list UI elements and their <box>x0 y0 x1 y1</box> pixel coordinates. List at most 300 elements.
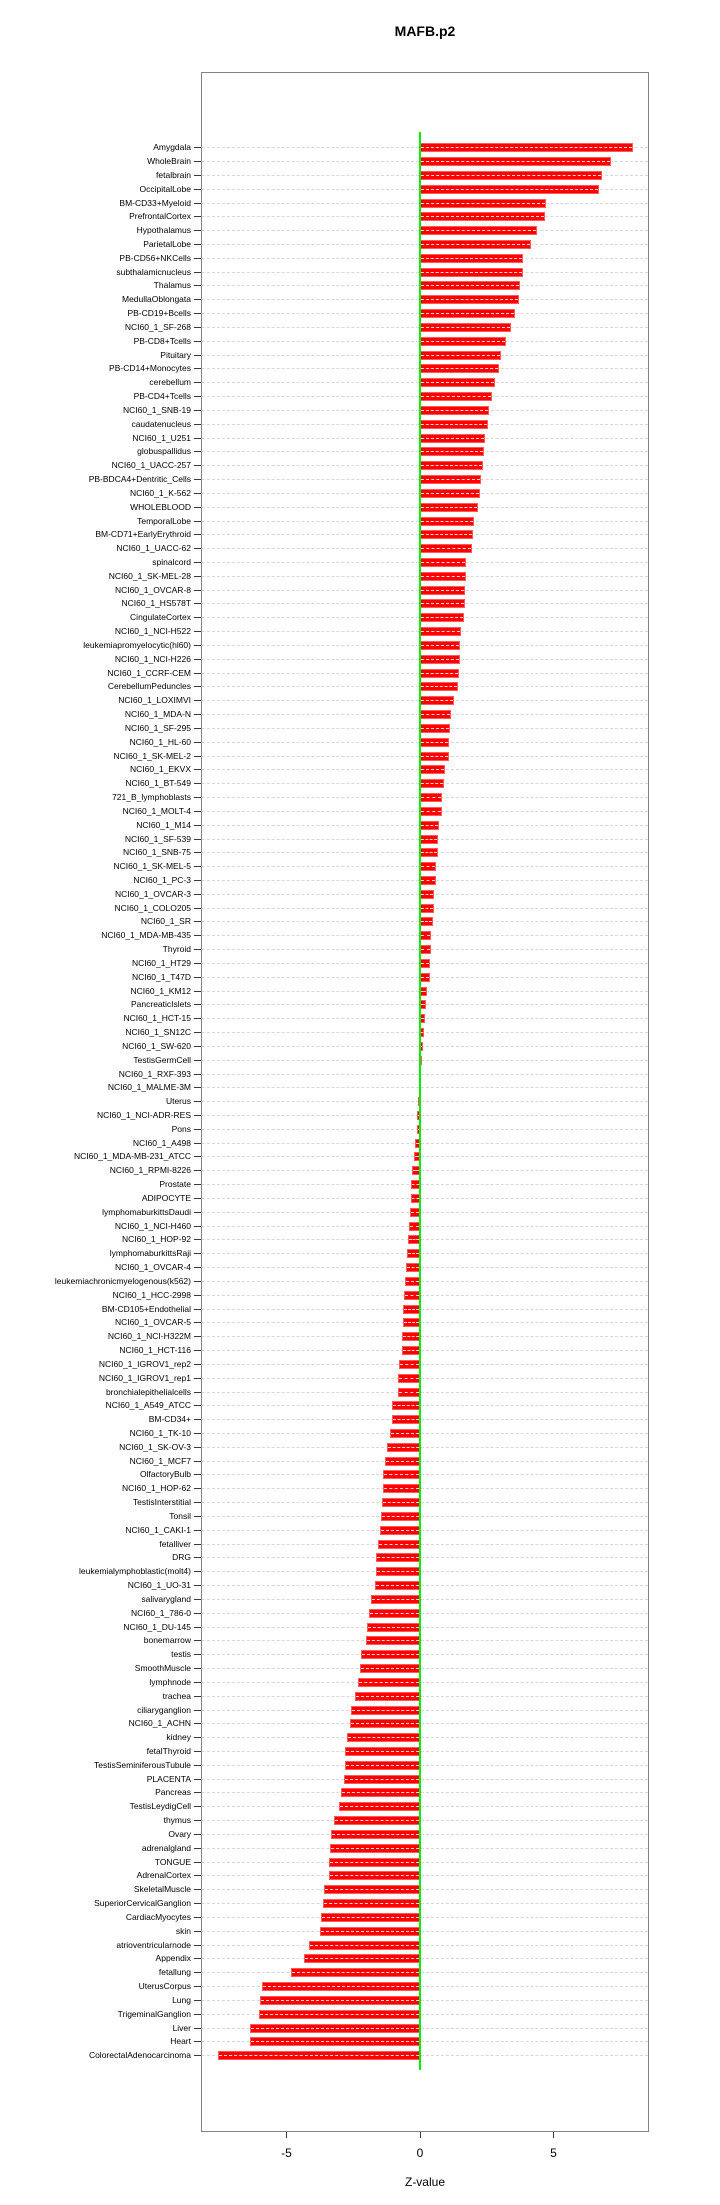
category-label: Liver <box>172 2022 191 2033</box>
category-axis-tick <box>194 880 201 881</box>
bar-inner-dash <box>421 216 544 217</box>
bar <box>329 1871 420 1880</box>
bar <box>420 185 599 194</box>
bar-inner-dash <box>388 1447 419 1448</box>
bar <box>420 475 481 484</box>
category-axis-tick <box>194 700 201 701</box>
bar-inner-dash <box>421 783 443 784</box>
bar <box>420 544 472 553</box>
bar <box>420 447 484 456</box>
bar <box>402 1346 420 1355</box>
category-label: TONGUE <box>154 1856 191 1867</box>
bar-inner-dash <box>381 1530 419 1531</box>
category-axis-tick <box>194 1751 201 1752</box>
bar <box>385 1457 420 1466</box>
category-label: NCI60_1_MDA-MB-231_ATCC <box>74 1151 191 1162</box>
category-label: adrenalgland <box>141 1842 191 1853</box>
bar-inner-dash <box>362 1654 419 1655</box>
bar <box>420 627 461 636</box>
row-gridline <box>202 1115 648 1116</box>
category-label: fetalThyroid <box>146 1746 191 1757</box>
category-axis-tick <box>194 299 201 300</box>
bar-inner-dash <box>421 327 510 328</box>
row-gridline <box>202 1129 648 1130</box>
bar <box>420 931 431 940</box>
bar-inner-dash <box>421 479 480 480</box>
bar <box>323 1899 420 1908</box>
category-label: NCI60_1_MALME-3M <box>107 1082 191 1093</box>
bar <box>381 1512 420 1521</box>
category-axis-tick <box>194 1239 201 1240</box>
bar-inner-dash <box>292 1972 419 1973</box>
bar-inner-dash <box>377 1557 419 1558</box>
bar <box>420 876 436 885</box>
bar-inner-dash <box>421 1032 423 1033</box>
category-label: WholeBrain <box>147 156 191 167</box>
category-label: bronchialepithelialcells <box>105 1386 191 1397</box>
bar <box>382 1498 420 1507</box>
bar <box>406 1263 420 1272</box>
category-axis-tick <box>194 1032 201 1033</box>
category-axis-tick <box>194 1350 201 1351</box>
bar <box>420 420 488 429</box>
category-axis-tick <box>194 908 201 909</box>
bar <box>420 793 442 802</box>
bar-inner-dash <box>384 1474 419 1475</box>
category-label: NCI60_1_SNB-19 <box>122 404 191 415</box>
bar-inner-dash <box>421 908 433 909</box>
category-label: NCI60_1_MDA-N <box>124 709 191 720</box>
category-axis-tick <box>194 839 201 840</box>
category-label: PB-CD8+Tcells <box>133 335 191 346</box>
category-axis-tick <box>194 1046 201 1047</box>
category-label: BM-CD105+Endothelial <box>101 1303 191 1314</box>
category-axis-tick <box>194 1419 201 1420</box>
category-axis-tick <box>194 1198 201 1199</box>
bar <box>420 724 450 733</box>
bar <box>420 281 520 290</box>
category-axis-tick <box>194 2041 201 2042</box>
category-axis-tick <box>194 1226 201 1227</box>
x-axis-tick <box>420 2132 421 2138</box>
row-gridline <box>202 1806 648 1807</box>
bar <box>361 1650 420 1659</box>
row-gridline <box>202 1461 648 1462</box>
category-axis-tick <box>194 2055 201 2056</box>
category-label: NCI60_1_HL-60 <box>129 736 191 747</box>
bar <box>309 1941 420 1950</box>
bar-inner-dash <box>421 396 491 397</box>
bar-inner-dash <box>421 175 601 176</box>
category-axis-tick <box>194 507 201 508</box>
category-axis-tick <box>194 1488 201 1489</box>
row-gridline <box>202 1101 648 1102</box>
category-label: NCI60_1_ACHN <box>128 1718 191 1729</box>
row-gridline <box>202 1156 648 1157</box>
category-axis-tick <box>194 1060 201 1061</box>
bar-inner-dash <box>421 659 459 660</box>
category-label: leukemiapromyelocytic(hl60) <box>83 639 191 650</box>
bar-inner-dash <box>421 382 494 383</box>
category-axis-tick <box>194 1392 201 1393</box>
bar-inner-dash <box>348 1737 419 1738</box>
bar <box>367 1623 420 1632</box>
category-label: Pancreas <box>155 1787 191 1798</box>
category-axis-tick <box>194 659 201 660</box>
category-label: NCI60_1_MDA-MB-435 <box>101 930 191 941</box>
row-gridline <box>202 1433 648 1434</box>
bar <box>420 157 611 166</box>
category-label: globuspallidus <box>137 446 191 457</box>
bar-inner-dash <box>421 1004 425 1005</box>
bar-inner-dash <box>421 438 484 439</box>
bar-inner-dash <box>370 1613 419 1614</box>
category-label: fetalbrain <box>156 169 191 180</box>
bar-inner-dash <box>421 203 545 204</box>
category-label: lymphomaburkittsDaudi <box>102 1206 191 1217</box>
category-label: NCI60_1_SF-539 <box>124 833 191 844</box>
category-axis-tick <box>194 2000 201 2001</box>
category-label: PancreaticIslets <box>131 999 191 1010</box>
category-axis-tick <box>194 894 201 895</box>
bar <box>420 295 519 304</box>
row-gridline <box>202 1958 648 1959</box>
category-axis-tick <box>194 451 201 452</box>
row-gridline <box>202 1599 648 1600</box>
bar-inner-dash <box>342 1792 419 1793</box>
bar <box>330 1844 420 1853</box>
category-label: NCI60_1_RPMI-8226 <box>109 1165 191 1176</box>
category-label: testis <box>171 1649 191 1660</box>
category-axis-tick <box>194 548 201 549</box>
bar-inner-dash <box>421 645 459 646</box>
category-label: NCI60_1_LOXIMVI <box>118 695 191 706</box>
row-gridline <box>202 1295 648 1296</box>
bar-inner-dash <box>263 1986 419 1987</box>
bar <box>403 1318 420 1327</box>
bar <box>378 1540 420 1549</box>
bar-inner-dash <box>330 1862 419 1863</box>
bar-inner-dash <box>421 493 479 494</box>
category-axis-tick <box>194 977 201 978</box>
category-label: NCI60_1_TK-10 <box>129 1428 191 1439</box>
category-label: fetallung <box>158 1967 191 1978</box>
bar <box>420 434 485 443</box>
bar <box>420 558 466 567</box>
category-axis-tick <box>194 1654 201 1655</box>
category-axis-tick <box>194 1862 201 1863</box>
category-axis-tick <box>194 424 201 425</box>
bar <box>387 1443 420 1452</box>
row-gridline <box>202 1239 648 1240</box>
row-gridline <box>202 1571 648 1572</box>
category-axis-tick <box>194 825 201 826</box>
category-label: NCI60_1_SK-OV-3 <box>119 1441 191 1452</box>
bar <box>347 1733 420 1742</box>
category-axis-tick <box>194 963 201 964</box>
bar-inner-dash <box>412 1198 419 1199</box>
bar <box>420 821 439 830</box>
bar <box>420 268 523 277</box>
bar-inner-dash <box>421 285 519 286</box>
category-axis-tick <box>194 1336 201 1337</box>
bar-inner-dash <box>219 2055 419 2056</box>
category-axis-tick <box>194 1875 201 1876</box>
bar <box>250 2024 420 2033</box>
category-axis-tick <box>194 1156 201 1157</box>
row-gridline <box>202 1336 648 1337</box>
category-label: skin <box>175 1925 191 1936</box>
category-label: DRG <box>172 1552 191 1563</box>
category-axis-tick <box>194 1281 201 1282</box>
category-axis-tick <box>194 1599 201 1600</box>
bar-inner-dash <box>386 1461 419 1462</box>
bar <box>420 779 444 788</box>
bar <box>331 1830 420 1839</box>
bar-inner-dash <box>404 1309 419 1310</box>
row-gridline <box>202 1668 648 1669</box>
bar-inner-dash <box>421 368 498 369</box>
bar <box>420 945 431 954</box>
category-axis-tick <box>194 2028 201 2029</box>
category-label: NCI60_1_HT29 <box>131 957 191 968</box>
bar-inner-dash <box>421 728 449 729</box>
bar <box>334 1816 420 1825</box>
bar-inner-dash <box>372 1599 419 1600</box>
category-axis-tick <box>194 1253 201 1254</box>
category-label: UterusCorpus <box>138 1981 191 1992</box>
bar-inner-dash <box>407 1267 419 1268</box>
bar <box>420 406 489 415</box>
chart-title: MAFB.p2 <box>394 23 456 39</box>
bar-inner-dash <box>421 866 435 867</box>
row-gridline <box>202 1751 648 1752</box>
bar <box>420 738 449 747</box>
row-gridline <box>202 1792 648 1793</box>
bar-inner-dash <box>405 1295 419 1296</box>
bar <box>420 696 454 705</box>
category-label: MedullaOblongata <box>122 294 191 305</box>
category-label: ciliaryganglion <box>137 1704 191 1715</box>
category-label: trachea <box>162 1690 191 1701</box>
bar <box>420 364 499 373</box>
bar-inner-dash <box>340 1806 419 1807</box>
bar-inner-dash <box>421 534 472 535</box>
category-axis-tick <box>194 769 201 770</box>
category-axis-tick <box>194 438 201 439</box>
category-label: NCI60_1_OVCAR-3 <box>114 888 191 899</box>
bar-inner-dash <box>410 1226 419 1227</box>
category-label: BM-CD71+EarlyErythroid <box>95 529 191 540</box>
bar-inner-dash <box>421 852 437 853</box>
bar <box>420 226 537 235</box>
category-label: NCI60_1_NCI-ADR-RES <box>97 1110 191 1121</box>
category-axis-tick <box>194 327 201 328</box>
category-label: NCI60_1_SK-MEL-5 <box>113 861 191 872</box>
bar <box>420 392 492 401</box>
bar-inner-dash <box>351 1723 419 1724</box>
bar <box>390 1429 420 1438</box>
bar <box>383 1470 420 1479</box>
category-label: NCI60_1_NCI-H226 <box>114 653 191 664</box>
category-axis-tick <box>194 921 201 922</box>
category-axis-tick <box>194 1945 201 1946</box>
category-label: CerebellumPeduncles <box>107 681 191 692</box>
category-label: NCI60_1_BT-549 <box>125 778 191 789</box>
row-gridline <box>202 1903 648 1904</box>
category-axis-tick <box>194 1378 201 1379</box>
category-axis-tick <box>194 1737 201 1738</box>
bar <box>345 1761 420 1770</box>
category-label: PLACENTA <box>146 1773 191 1784</box>
category-axis-tick <box>194 189 201 190</box>
category-label: NCI60_1_A498 <box>132 1137 191 1148</box>
category-label: NCI60_1_HOP-62 <box>122 1483 191 1494</box>
bar <box>420 669 459 678</box>
bar <box>420 613 464 622</box>
bar-inner-dash <box>421 410 488 411</box>
bar <box>403 1305 420 1314</box>
category-label: spinalcord <box>152 556 191 567</box>
bar <box>250 2037 420 2046</box>
bar-inner-dash <box>321 1931 419 1932</box>
bar-inner-dash <box>421 977 429 978</box>
category-axis-tick <box>194 534 201 535</box>
category-axis-tick <box>194 216 201 217</box>
category-axis-tick <box>194 1765 201 1766</box>
category-label: NCI60_1_IGROV1_rep1 <box>98 1372 191 1383</box>
category-label: ADIPOCYTE <box>141 1192 191 1203</box>
category-label: NCI60_1_UACC-62 <box>116 543 191 554</box>
row-gridline <box>202 1834 648 1835</box>
category-axis-tick <box>194 147 201 148</box>
bar <box>420 254 523 263</box>
category-axis-tick <box>194 686 201 687</box>
row-gridline <box>202 1018 648 1019</box>
category-axis-tick <box>194 355 201 356</box>
category-label: bonemarrow <box>143 1635 191 1646</box>
bar-inner-dash <box>382 1516 419 1517</box>
category-axis-tick <box>194 1516 201 1517</box>
category-axis-tick <box>194 728 201 729</box>
category-axis-tick <box>194 783 201 784</box>
category-label: NCI60_1_MOLT-4 <box>122 805 191 816</box>
bar-inner-dash <box>251 2028 419 2029</box>
category-axis-tick <box>194 949 201 950</box>
category-label: NCI60_1_OVCAR-5 <box>114 1317 191 1328</box>
bar-inner-dash <box>376 1585 419 1586</box>
bar <box>376 1553 420 1562</box>
category-label: NCI60_1_RXF-393 <box>118 1068 191 1079</box>
category-label: NCI60_1_HCT-15 <box>123 1013 191 1024</box>
category-axis-tick <box>194 852 201 853</box>
bar-inner-dash <box>421 714 450 715</box>
category-label: TestisInterstitial <box>132 1497 191 1508</box>
category-label: NCI60_1_MCF7 <box>129 1455 191 1466</box>
category-axis-tick <box>194 742 201 743</box>
bar <box>420 351 501 360</box>
bar-inner-dash <box>393 1419 419 1420</box>
row-gridline <box>202 1931 648 1932</box>
category-label: NCI60_1_SR <box>140 916 191 927</box>
category-label: SuperiorCervicalGanglion <box>94 1898 191 1909</box>
row-gridline <box>202 1862 648 1863</box>
bar-inner-dash <box>421 244 530 245</box>
category-axis-tick <box>194 1710 201 1711</box>
category-axis-tick <box>194 1309 201 1310</box>
bar-inner-dash <box>421 825 438 826</box>
category-axis-tick <box>194 1696 201 1697</box>
category-label: NCI60_1_SK-MEL-2 <box>113 750 191 761</box>
category-label: PB-CD4+Tcells <box>133 391 191 402</box>
row-gridline <box>202 1682 648 1683</box>
category-axis-tick <box>194 493 201 494</box>
bar <box>392 1401 420 1410</box>
category-axis-tick <box>194 603 201 604</box>
row-gridline <box>202 1267 648 1268</box>
bar <box>420 240 531 249</box>
bar <box>420 572 466 581</box>
category-label: PB-CD14+Monocytes <box>109 363 191 374</box>
bar-inner-dash <box>421 603 464 604</box>
bar-inner-dash <box>421 756 448 757</box>
bar-inner-dash <box>322 1917 419 1918</box>
bar-inner-dash <box>421 548 471 549</box>
bar-inner-dash <box>421 590 464 591</box>
category-label: NCI60_1_HOP-92 <box>122 1234 191 1245</box>
bar <box>420 835 438 844</box>
bar <box>371 1595 420 1604</box>
bar-inner-dash <box>399 1392 419 1393</box>
category-label: TrigeminalGanglion <box>117 2008 191 2019</box>
row-gridline <box>202 1419 648 1420</box>
category-axis-tick <box>194 590 201 591</box>
category-axis-tick <box>194 866 201 867</box>
row-gridline <box>202 1557 648 1558</box>
category-label: NCI60_1_COLO205 <box>114 902 191 913</box>
row-gridline <box>202 1087 648 1088</box>
category-label: atrioventricularnode <box>116 1939 191 1950</box>
row-gridline <box>202 1322 648 1323</box>
row-gridline <box>202 1074 648 1075</box>
category-axis-tick <box>194 1267 201 1268</box>
bar-inner-dash <box>331 1848 419 1849</box>
category-label: Pituitary <box>160 349 191 360</box>
row-gridline <box>202 1392 648 1393</box>
category-label: NCI60_1_EKVX <box>130 764 191 775</box>
bar-inner-dash <box>368 1627 419 1628</box>
category-axis-tick <box>194 1723 201 1724</box>
bar-inner-dash <box>403 1350 419 1351</box>
category-axis-tick <box>194 1364 201 1365</box>
bar <box>420 489 480 498</box>
bar-inner-dash <box>367 1640 419 1641</box>
category-label: NCI60_1_IGROV1_rep2 <box>98 1358 191 1369</box>
row-gridline <box>202 1516 648 1517</box>
bar-inner-dash <box>421 797 441 798</box>
bar-inner-dash <box>421 700 453 701</box>
bar-inner-dash <box>260 2014 419 2015</box>
bar-inner-dash <box>421 673 458 674</box>
category-label: NCI60_1_UO-31 <box>127 1580 191 1591</box>
row-gridline <box>202 1765 648 1766</box>
category-label: PrefrontalCortex <box>129 211 191 222</box>
category-axis-tick <box>194 1433 201 1434</box>
bar-inner-dash <box>379 1544 419 1545</box>
bar <box>350 1719 420 1728</box>
category-label: NCI60_1_K-562 <box>130 487 191 498</box>
bar <box>420 862 436 871</box>
